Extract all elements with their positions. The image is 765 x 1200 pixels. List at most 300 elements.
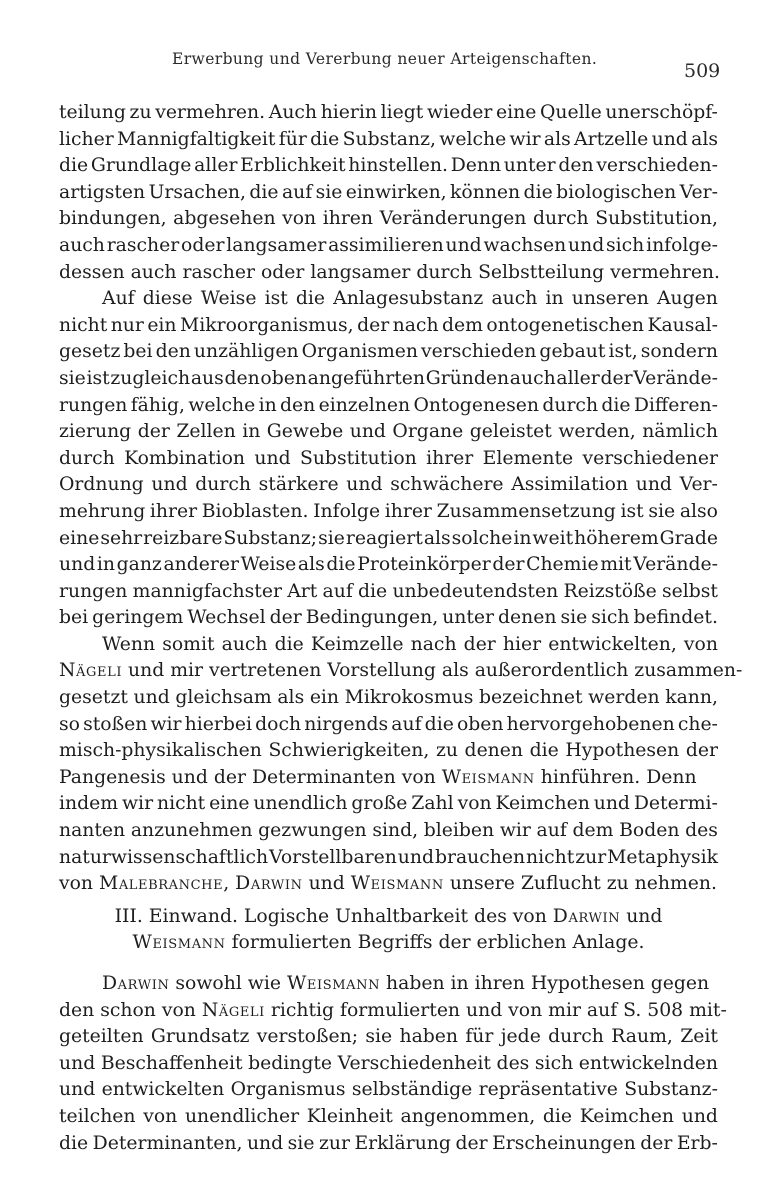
author-name: Nägeli [59,660,123,682]
word: verschieden [421,341,537,363]
word: als [691,128,718,150]
text-line [59,446,718,473]
word: Metaphysik [607,846,718,868]
word: zugleich [110,367,191,389]
word: Grundsatz [150,1026,250,1048]
word: bedingte [248,1052,333,1074]
word: gleichsam [175,687,272,709]
word: ihren [322,208,374,230]
word: als [277,687,305,709]
word: Gründen [425,367,510,389]
word: Wenn [102,633,156,655]
word: hier [502,633,542,655]
word: rungen [59,394,128,416]
word: von [282,208,317,230]
author-name: Darwin [102,973,170,994]
word: den [224,367,260,389]
word: der [357,314,390,336]
word: hinstellen. [348,155,448,177]
word: dem [442,314,483,336]
word: von [457,793,492,815]
word: Anlagesubstanz [333,288,484,310]
word: die [274,633,304,655]
word: naturwissenschaftlich [59,846,269,868]
word: stärkere [258,474,339,496]
text-line [59,1051,718,1078]
author-name: Nägeli [201,999,265,1021]
word: Veränderungen [379,208,527,230]
word: ontogenetischen [486,314,645,336]
word: diese [142,288,193,310]
word: auch [221,633,268,655]
word: bezeichnet [479,687,583,709]
word: angeführten [307,367,425,389]
word: auch [59,234,105,256]
word: können [450,181,521,203]
word: licher [59,128,114,150]
word: sie [315,181,343,203]
word: geringem [92,607,184,629]
word: unzähligen [193,341,299,363]
word: Verschiedenheit [337,1052,491,1074]
word: biologischen [556,181,677,203]
word: Schwierigkeiten, [268,740,430,762]
word: Organe [392,421,464,443]
word: auf [322,580,353,602]
word: als [423,527,451,549]
running-head: Erwerbung und Vererbung neuer Arteigenschaften. [172,50,598,68]
word: auf [281,181,313,203]
word: hierbei [184,713,252,735]
word: doch [255,713,302,735]
word: anderer [163,554,239,576]
word: zur [318,1132,350,1154]
word: Art [287,580,318,602]
word: Kleinheit [306,1105,393,1127]
text-line [59,605,718,632]
text-line: Nägeli und mir vertretenen Vorstellung als außerordentlich zusammen- [59,660,743,682]
word: Weise [240,554,297,576]
word: aller [194,155,238,177]
word: Reizstöße [563,580,657,602]
word: als [543,128,571,150]
word: geleistet [469,421,552,443]
word: durch [532,208,589,230]
word: artigsten [59,181,146,203]
word: reizbare [143,527,223,549]
text-line [59,393,718,420]
author-name: Weismann [350,873,444,895]
word: Ursachen, [148,181,246,203]
word: denen [498,607,557,629]
word: Organismus [230,1079,346,1101]
word: und [635,474,672,496]
word: sie [648,500,676,522]
word: nicht [59,314,108,336]
word: Zellen [176,421,236,443]
word: entwickelten, [548,633,677,655]
word: nanten [59,820,126,842]
word: repräsentative [478,1079,618,1101]
word: rungen [59,580,128,602]
author-name: Weismann [286,973,381,994]
word: Beschaffenheit [100,1052,243,1074]
text-line [59,712,718,739]
word: in [258,394,277,416]
word: bei [123,341,153,363]
word: unendlicher [184,1105,300,1127]
word: nach [410,633,457,655]
word: reagiert [345,527,423,549]
word: wachsen [483,234,567,256]
text-line [59,818,718,845]
word: und [397,846,435,868]
word: solche [451,527,513,549]
word: sehr [100,527,143,549]
word: die [424,713,454,735]
word: eine [209,793,250,815]
word: che- [677,713,718,735]
word: Denn [450,155,502,177]
text-line: Pangenesis und der Determinanten von Weismann hinführen. Denn [59,766,697,788]
word: und [133,687,170,709]
word: für [278,128,307,150]
word: die [310,128,340,150]
word: zierung [59,421,132,443]
word: Kombination [124,447,246,469]
word: welche [188,394,256,416]
text-line: Darwin sowohl wie Weismann haben in ihren Hypothesen gegen [102,973,710,994]
word: der [463,633,496,655]
word: der [600,367,633,389]
word: Artzelle [574,128,649,150]
word: selbst [662,580,718,602]
word: wieder [427,102,493,123]
word: sich [606,234,645,256]
word: die [523,181,553,203]
text-line [59,180,718,207]
word: Vorstellbaren [269,846,397,868]
word: unendlich [253,793,348,815]
word: Wechsel [187,607,266,629]
word: und [568,234,605,256]
word: aus [190,367,224,389]
word: ihrer [426,447,474,469]
text-line [59,472,718,499]
word: verschiedener [582,447,718,469]
word: fähig, [130,394,185,416]
author-name: Weismann [441,766,535,788]
word: Gewebe [266,421,344,443]
word: Kausal- [647,314,718,336]
word: ist, [608,341,638,363]
text-line [59,791,718,818]
word: so [59,713,80,735]
word: teilung [59,102,126,123]
word: misch-physikalischen [59,740,262,762]
word: und [346,474,383,496]
word: sich [591,607,630,629]
word: gesetz [59,341,121,363]
word: in [96,554,115,576]
word: große [351,793,408,815]
word: die [358,580,388,602]
text-line [59,233,718,260]
word: Zahl [411,793,454,815]
word: Verände- [633,367,718,389]
word: Auf [102,288,135,310]
word: brauchen [434,846,526,868]
word: werden [588,687,660,709]
word: Hypothesen [565,740,680,762]
word: Chemie [526,554,599,576]
word: die [529,740,559,762]
word: gesetzt [59,687,128,709]
word: nicht [156,793,206,815]
word: mehrung [59,500,146,522]
word: angenommen, [400,1105,536,1127]
text-line: den schon von Nägeli richtig formulierten und von mir auf S. 508 mit- [59,999,727,1021]
word: verstoßen; [256,1026,359,1048]
word: sie [365,1026,393,1048]
word: auch [509,367,556,389]
text-line [59,100,718,127]
word: Substanz, [342,128,436,150]
word: von [143,1105,178,1127]
word: gezwungen [258,820,367,842]
text-line [59,552,718,579]
word: zu [129,102,152,123]
text-line [59,526,718,553]
word: und [651,128,688,150]
author-name: Weismann [132,932,226,954]
word: und [254,447,291,469]
word: der [492,554,525,576]
text-line [59,339,718,366]
word: ist [264,288,288,310]
word: unseren [571,288,649,310]
word: mannigfachster [132,580,282,602]
word: liegt [380,102,424,123]
word: als [297,554,325,576]
word: den [558,155,594,177]
word: und [681,1105,718,1127]
word: den [280,394,316,416]
word: der [137,421,170,443]
text-line [59,206,718,233]
word: sie [287,1132,315,1154]
section-heading: III. Einwand. Logische Unhaltbarkeit des von Darwin und [114,905,663,927]
word: Ordnung [59,474,144,496]
text-line [59,1104,718,1131]
word: sind, [372,820,419,842]
word: die [326,554,356,576]
text-line [59,1077,718,1104]
word: ihrer [149,500,198,522]
word: ihrer [384,500,432,522]
word: verschieden- [596,155,718,177]
word: und [593,793,630,815]
word: und [151,474,188,496]
word: oder [181,234,225,256]
word: unter [503,155,556,177]
word: Infolge [313,500,381,522]
word: und [59,1079,96,1101]
word: Substanz- [624,1079,718,1101]
word: Keimzelle [310,633,404,655]
word: mit [600,554,632,576]
text-line [59,419,718,446]
word: des [685,820,718,842]
word: Keimchen [579,1105,675,1127]
section-heading: Weismann formulierten Begriffs der erblichen Anlage. [132,932,645,954]
text-line [59,632,718,659]
word: Mikroorganismus, [179,314,354,336]
word: Mikrokosmus [344,687,474,709]
word: schwächere [390,474,504,496]
word: die [59,1132,89,1154]
word: höherem [574,527,659,549]
word: Ontogenesen [413,394,539,416]
word: entwickelten [101,1079,225,1101]
word: wir [499,820,531,842]
word: jede [500,1026,541,1048]
word: somit [162,633,215,655]
word: durch [195,474,251,496]
word: Augen [656,288,718,310]
word: die [601,394,631,416]
word: Bioblasten. [201,500,309,522]
word: der [269,607,302,629]
word: Zeit [680,1026,718,1048]
word: nirgends [304,713,389,735]
word: Auch [268,102,318,123]
text-line: von Malebranche, Darwin und Weismann unsere Zuflucht zu nehmen. [59,873,717,895]
word: unter [442,607,495,629]
word: oben [260,367,307,389]
word: Quelle [540,102,602,123]
word: werden, [558,421,636,443]
word: der [455,1132,488,1154]
word: Erb- [676,1132,718,1154]
text-line [59,499,718,526]
word: die [542,1105,573,1127]
word: nämlich [642,421,718,443]
word: Assimilation [511,474,629,496]
text-line [59,1131,718,1158]
word: nur [110,314,144,336]
word: unerschöpf- [605,102,718,123]
word: den [155,341,191,363]
word: einwirken, [345,181,447,203]
word: und [59,1052,96,1074]
author-name: Darwin [552,905,621,927]
word: ist [620,500,644,522]
word: Mannigfaltigkeit [117,128,276,150]
word: in [513,527,532,549]
word: gebaut [539,341,606,363]
author-name: Malebranche [98,873,224,895]
word: eine [59,527,100,549]
word: durch [59,447,115,469]
word: denen [464,740,523,762]
word: haben [399,1026,459,1048]
word: Determi- [633,793,718,815]
word: eine [496,102,537,123]
text-line [59,579,718,606]
word: Determinanten, [92,1132,243,1154]
word: geteilten [59,1026,144,1048]
text-line [59,153,718,180]
word: sie [59,367,86,389]
body-text [59,100,743,1157]
word: in [242,421,261,443]
word: entwickelnden [578,1052,718,1074]
word: assimilieren [328,234,444,256]
word: weit [532,527,574,549]
word: Grade [659,527,718,549]
word: durch [548,1026,604,1048]
word: sie [560,607,588,629]
word: die [59,155,89,177]
word: Proteinkörper [357,554,491,576]
word: zu [435,740,458,762]
word: wir [121,793,154,815]
word: auf [391,713,422,735]
word: und [445,234,482,256]
word: hervorgehobenen [506,713,675,735]
word: aller [556,367,600,389]
word: auch [491,288,538,310]
word: der [685,740,718,762]
word: Substanz; [223,527,318,549]
word: Elemente [482,447,574,469]
word: Raum, [611,1026,673,1048]
word: einzelnen [318,394,411,416]
text-line [59,313,718,340]
word: kann, [665,687,718,709]
word: abgesehen [173,208,276,230]
word: der [640,1132,673,1154]
word: Organismen [301,341,418,363]
word: wir [150,713,182,735]
word: teilchen [59,1105,136,1127]
word: Bedingungen, [305,607,439,629]
text-line [59,845,718,872]
text-line [59,366,718,393]
word: von [683,633,718,655]
word: wir [509,128,541,150]
word: bindungen, [59,208,167,230]
word: Verände- [633,554,718,576]
word: für [465,1026,494,1048]
word: sondern [640,341,718,363]
word: selbständige [351,1079,473,1101]
word: auf [536,820,567,842]
word: die [295,288,326,310]
word: bleiben [423,820,495,842]
word: dem [572,820,614,842]
word: Ver- [679,181,718,203]
page-number: 509 [684,60,721,82]
word: indem [59,793,119,815]
word: die [249,181,279,203]
word: Ver- [679,474,718,496]
word: hierin [320,102,377,123]
text-line [59,127,718,154]
text-line [59,1024,718,1051]
word: sie [318,527,345,549]
